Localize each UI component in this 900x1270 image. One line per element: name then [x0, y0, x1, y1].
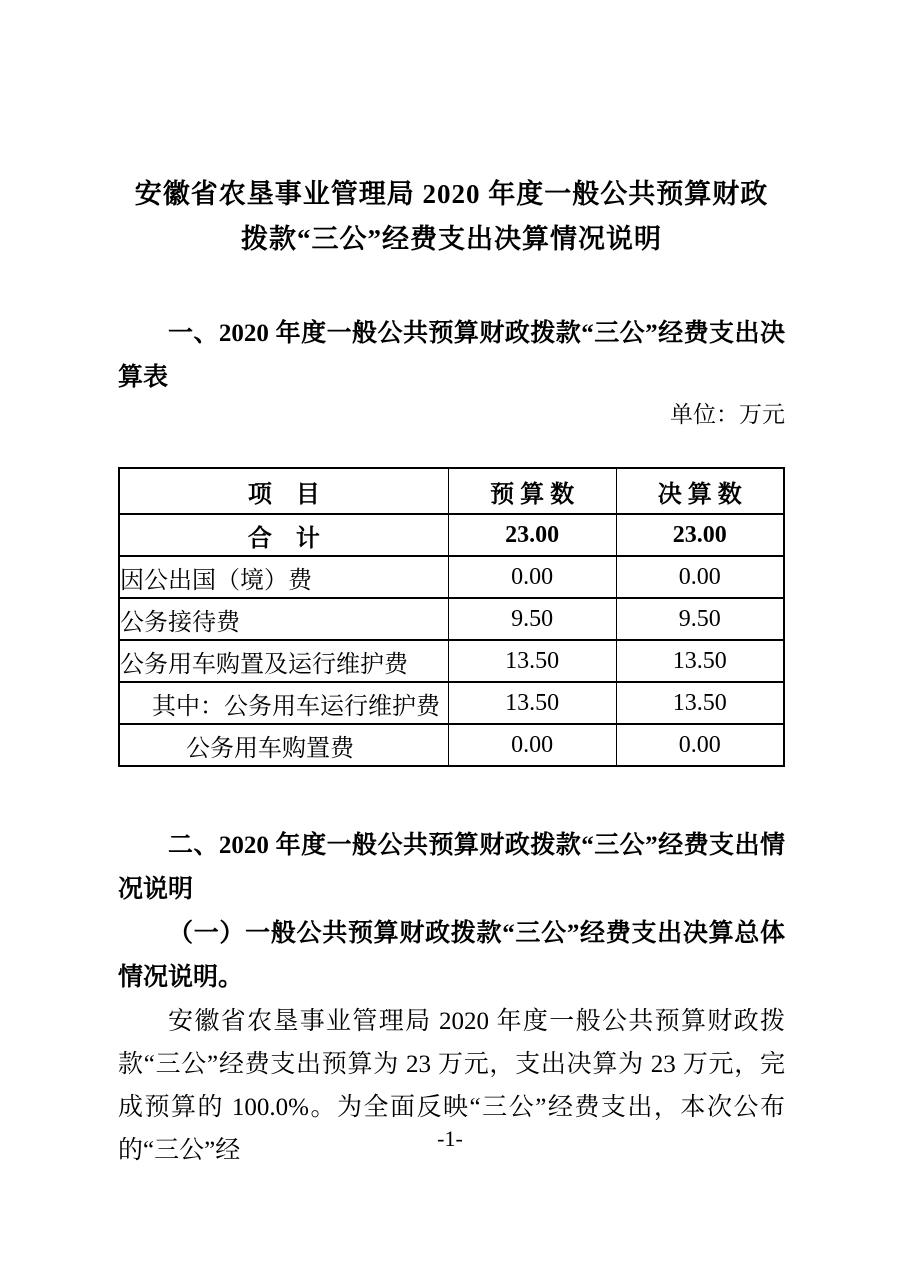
table-header-row	[119, 468, 784, 514]
table-row-total	[119, 514, 784, 556]
row-final-value: 0.00	[616, 556, 784, 598]
row-item-label: 公务用车购置及运行维护费	[119, 640, 448, 682]
row-item-label: 因公出国（境）费	[119, 556, 448, 598]
column-header-budget: 预 算 数	[448, 468, 616, 514]
table-row	[119, 724, 784, 766]
subsection-1-heading: （一）一般公共预算财政拨款“三公”经费支出决算总体情况说明。	[118, 920, 785, 991]
row-item-label: 公务用车购置费	[119, 724, 448, 766]
row-budget-value: 0.00	[448, 724, 616, 766]
table-row	[119, 556, 784, 598]
row-item-label: 其中：公务用车运行维护费	[119, 682, 448, 724]
column-header-item: 项 目	[119, 468, 448, 514]
row-budget-value: 23.00	[448, 514, 616, 556]
page-number: -1-	[437, 1126, 463, 1151]
column-header-final: 决 算 数	[616, 468, 784, 514]
table-row	[119, 682, 784, 724]
section-1-heading: 一、2020 年度一般公共预算财政拨款“三公”经费支出决算表	[118, 320, 785, 391]
row-budget-value: 9.50	[448, 598, 616, 640]
table-row	[119, 640, 784, 682]
row-final-value: 13.50	[616, 682, 784, 724]
unit-label: 单位：万元	[670, 402, 785, 427]
row-budget-value: 0.00	[448, 556, 616, 598]
row-budget-value: 13.50	[448, 640, 616, 682]
document-title-line-1: 安徽省农垦事业管理局 2020 年度一般公共预算财政	[134, 179, 769, 209]
three-public-expense-table	[118, 467, 785, 767]
body-paragraph: 安徽省农垦事业管理局 2020 年度一般公共预算财政拨款“三公”经费支出预算为 23 万元，支出决算为 23 万元，完成预算的 100.0%。为全面反映“三公”经费支出，本次公布的“三公”经	[118, 1008, 785, 1164]
row-budget-value: 13.50	[448, 682, 616, 724]
table-row	[119, 598, 784, 640]
row-item-label: 公务接待费	[119, 598, 448, 640]
row-final-value: 23.00	[616, 514, 784, 556]
row-final-value: 9.50	[616, 598, 784, 640]
document-title-line-2: 拨款“三公”经费支出决算情况说明	[241, 224, 662, 254]
section-2-heading: 二、2020 年度一般公共预算财政拨款“三公”经费支出情况说明	[118, 832, 785, 903]
row-final-value: 0.00	[616, 724, 784, 766]
row-final-value: 13.50	[616, 640, 784, 682]
row-item-label: 合 计	[119, 514, 448, 556]
